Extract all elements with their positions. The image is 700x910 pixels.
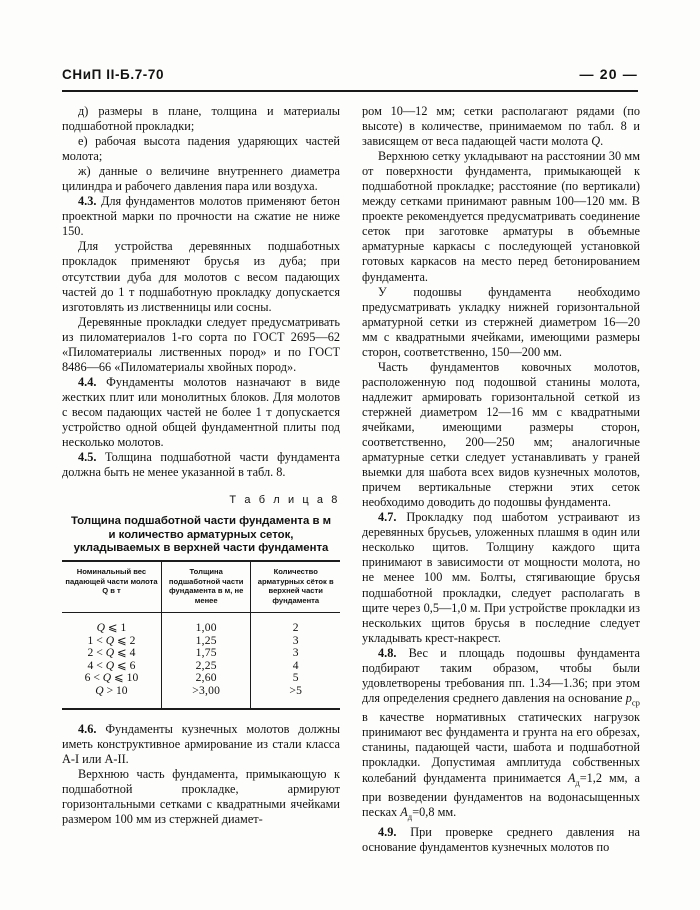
- cell-mesh-count: 3: [251, 647, 340, 660]
- cell-weight-range: 2 < Q ⩽ 4: [87, 646, 136, 660]
- paragraph-zh: ж) данные о величине внутреннего диаметра цилиндра и рабочего давления пара или воздуха.: [62, 164, 340, 194]
- page-number: — 20 —: [579, 66, 638, 82]
- cell-mesh-count: 3: [251, 635, 340, 648]
- paragraph-4-3: 4.3. Для фундаментов молотов применяют бетон проектной марки по прочности на сжатие не ниже 150.: [62, 194, 340, 239]
- column-header-thickness: Толщина подшаботной части фундамента в м, не менее: [161, 562, 251, 612]
- cell-thickness: 1,00: [161, 613, 251, 635]
- left-column: [62, 104, 340, 849]
- paragraph-4-8: 4.8. Вес и площадь подошвы фундамента подбирают таким образом, чтобы были удовлетворены требования пп. 1.34—1.36; при этом для определения среднего давления на основание $p_{ср}$ в качестве нормативных статических нагрузок принимают вес фундамента и грунта на его обрезах, станины, падающей части, шабота и подшаботной прокладки. Допустимая амплитуда собственных колебаний фундамента принимается $A_д=1,2$ мм, а при возведении фундаментов на водонасыщенных песках $A_д=0,8$ мм.: [362, 645, 640, 822]
- paragraph-top-mesh: Верхнюю сетку укладывают на расстоянии 30 мм от поверхности фундамента, примыкающей к подшаботной прокладке; расстояние (по вертикали) между сетками принимают равным 100—120 мм. В проекте рекомендуется предусматривать соединение сеток при заготовке арматуры в объемные арматурные каркасы с последующей установкой готовых каркасов на место перед бетонированием фундамента.: [362, 149, 640, 284]
- cell-mesh-count: 4: [251, 660, 340, 673]
- paragraph-4-5: 4.5. Толщина подшаботной части фундамента должна быть не менее указанной в табл. 8.: [62, 450, 340, 480]
- paragraph-gost: Деревянные прокладки следует предусматривать из пиломатериалов 1-го сорта по ГОСТ 2695—62 «Пиломатериалы лиственных пород» и по ГОСТ 8486—66 «Пиломатериалы хвойных пород».: [62, 314, 340, 374]
- paragraph-rods-continuation: ром 10—12 мм; сетки располагают рядами (по высоте) в количестве, принимаемом по табл. 8 и зависящем от веса падающей части молота Q.: [362, 104, 640, 149]
- cell-weight-range: Q ⩽ 1: [96, 621, 127, 635]
- cell-mesh-count: 5: [251, 672, 340, 685]
- table-header-row: [62, 562, 340, 612]
- table-8-block: [62, 493, 340, 709]
- table-bottom-rule: [62, 708, 340, 710]
- column-header-nominal-weight: Номинальный вес падающей части молота Q в т: [65, 567, 158, 596]
- cell-thickness: 1,25: [161, 635, 251, 648]
- document-code: СНиП II-Б.7-70: [62, 67, 165, 82]
- table-caption-line-2: и количество арматурных сеток,: [108, 528, 294, 541]
- cell-mesh-count: 2: [251, 613, 340, 635]
- table-caption-line-3: укладываемых в верхней части фундамента: [73, 542, 329, 555]
- paragraph-e: е) рабочая высота падения ударяющих частей молота;: [62, 134, 340, 164]
- cell-thickness: 2,25: [161, 660, 251, 673]
- paragraph-wood-pads: Для устройства деревянных подшаботных прокладок применяют брусья из дуба; при отсутствии дуба для молотов с весом падающих частей до 1 т подшаботную прокладку допускается изготовлять из лиственницы или сосны.: [62, 239, 340, 314]
- paragraph-bottom-mesh: У подошвы фундамента необходимо предусматривать укладку нижней горизонтальной арматурной сетки из стержней диаметром 16—20 мм с квадратными ячейками, имеющими размеры сторон, соответственно, 150—200 мм.: [362, 284, 640, 359]
- table-label: Т а б л и ц а 8: [229, 494, 340, 507]
- table-row: [62, 647, 340, 660]
- column-header-mesh-count: Количество арматурных сёток в верхней части фундамента: [251, 562, 340, 612]
- cell-weight-range: 6 < Q ⩽ 10: [84, 671, 139, 685]
- paragraph-d: д) размеры в плане, толщина и материалы подшаботной прокладки;: [62, 104, 340, 134]
- table-8: [62, 560, 340, 709]
- table-caption-line-1: Толщина подшаботной части фундамента в м: [70, 515, 332, 528]
- paragraph-4-4: 4.4. Фундаменты молотов назначают в виде жестких плит или монолитных блоков. Для молотов с весом падающих частей не более 1 т допускается устройство одной общей фундаментной плиты под несколько молотов.: [62, 374, 340, 450]
- table-row: [62, 613, 340, 635]
- paragraph-forging-hammers: Часть фундаментов ковочных молотов, расположенную под подошвой станины молота, надлежит армировать горизонтальной сеткой из стержней диаметром 12—16 мм с квадратными ячейками, имеющими размеры сторон, соответственно, 200—250 мм; аналогичные арматурные сетки следует устанавливать у граней выемки для шабота всех видов кузнечных молотов, причем вертикальные стержни этих сеток необходимо доводить до подошвы фундамента.: [362, 359, 640, 510]
- paragraph-4-9: 4.9. При проверке среднего давления на основание фундаментов кузнечных молотов по: [362, 824, 640, 854]
- table-caption: [62, 515, 340, 555]
- cell-mesh-count: >5: [251, 685, 340, 708]
- header-rule: [62, 90, 638, 92]
- right-column: [362, 104, 640, 854]
- paragraph-upper-part: Верхнюю часть фундамента, примыкающую к подшаботной прокладке, армируют горизонтальными сетками с квадратными ячейками размером 100 мм из стержней диамет-: [62, 766, 340, 826]
- table-body: [62, 613, 340, 708]
- paragraph-4-7: 4.7. Прокладку под шаботом устраивают из деревянных брусьев, уложенных плашмя в один или несколько щитов. Толщину каждого щита принимают в зависимости от мощности молота, но не менее 100 мм. Болты, стягивающие брусья подшаботной прокладки, следует располагать в щите через 0,5—1,0 м. При устройстве прокладки из нескольких щитов брусья в последние следует укладывать крест-накрест.: [362, 510, 640, 645]
- paragraph-4-6: 4.6. Фундаменты кузнечных молотов должны иметь конструктивное армирование из стали класса А-I или А-II.: [62, 721, 340, 766]
- table-row: [62, 685, 340, 708]
- two-column-body: [62, 104, 640, 854]
- cell-weight-range: Q > 10: [95, 684, 128, 698]
- cell-thickness: 2,60: [161, 672, 251, 685]
- cell-thickness: >3,00: [161, 685, 251, 708]
- cell-thickness: 1,75: [161, 647, 251, 660]
- cell-weight-range: 1 < Q ⩽ 2: [87, 633, 136, 647]
- running-head: [62, 66, 638, 82]
- cell-weight-range: 4 < Q ⩽ 6: [87, 658, 136, 672]
